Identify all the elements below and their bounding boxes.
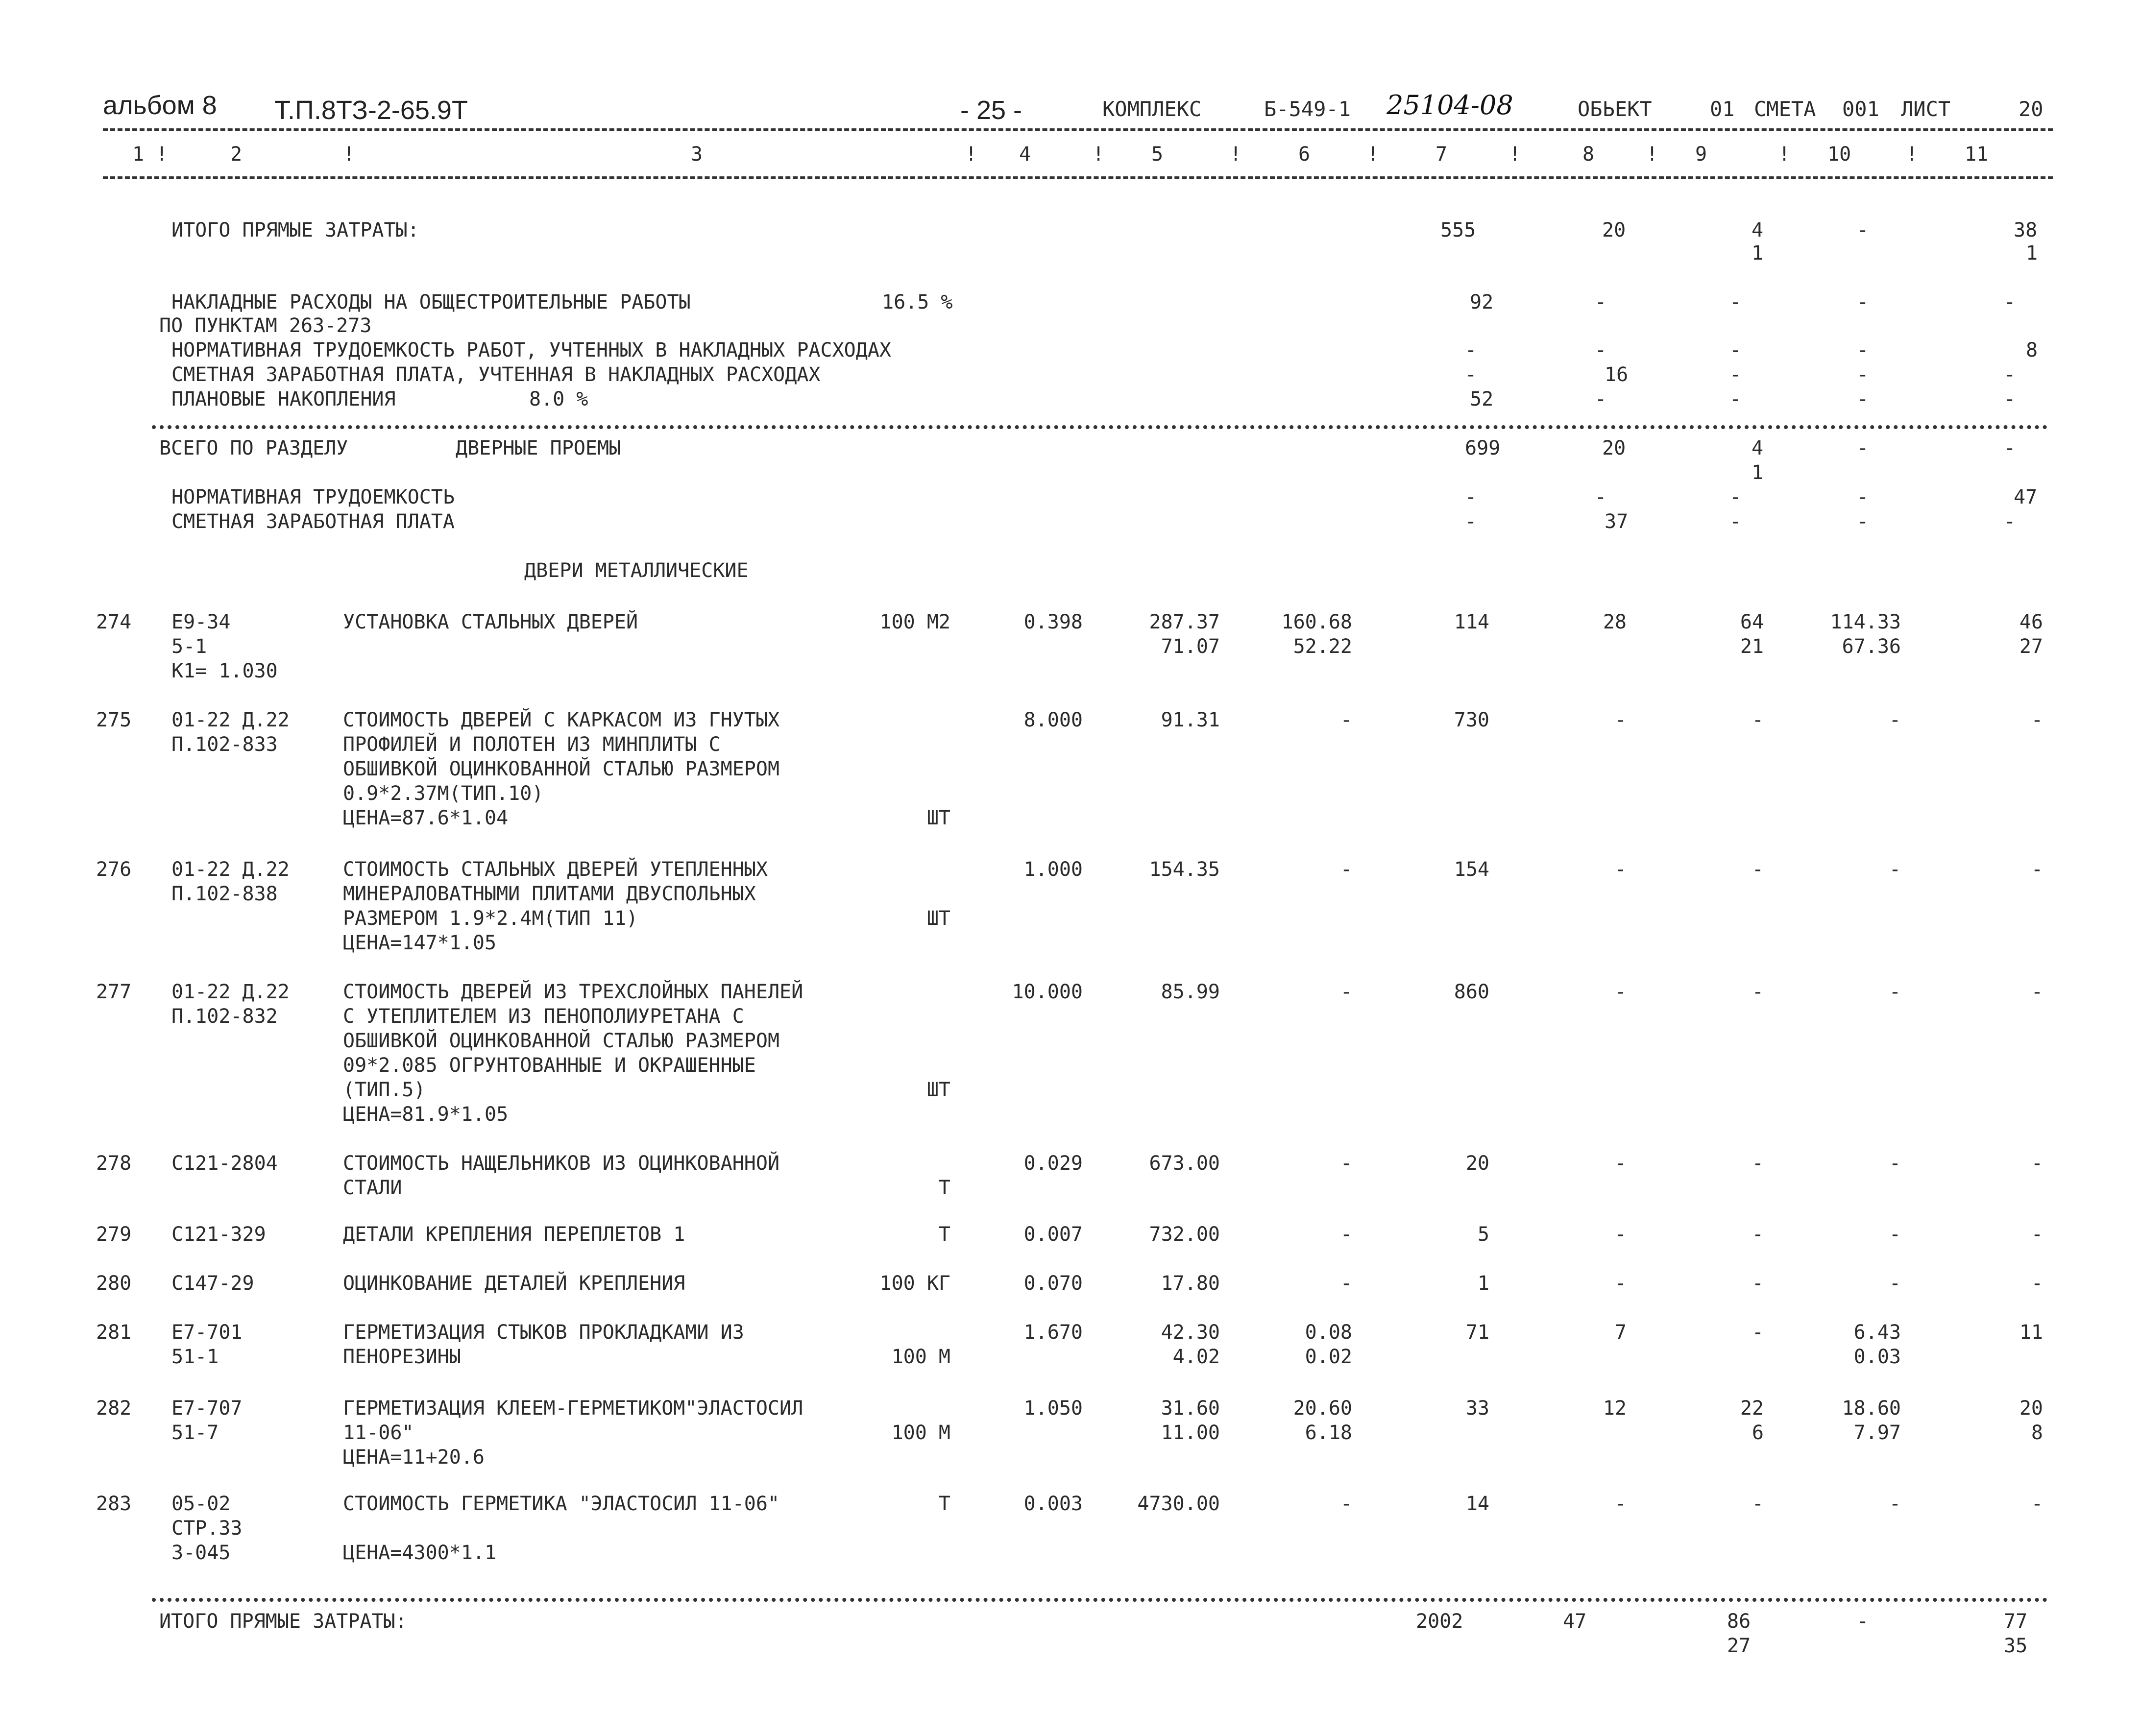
page-number: - 25 - xyxy=(960,96,1022,125)
dash-cell: - xyxy=(1857,363,1869,386)
planned-savings-c7: 52 xyxy=(1470,388,1494,410)
cell-c4: 1.670 xyxy=(1023,1321,1083,1344)
summary-c9b: 1 xyxy=(1752,242,1764,265)
col-num-1: 1 ! xyxy=(132,143,168,166)
cell-c11: - xyxy=(2031,1152,2043,1175)
dash-cell: - xyxy=(1857,437,1869,459)
album-label: альбом 8 xyxy=(103,91,217,120)
cell-c6: - xyxy=(1340,858,1352,881)
cell-c11: - xyxy=(2031,1272,2043,1295)
cell-c7: 154 xyxy=(1454,858,1489,881)
cell-c4: 10.000 xyxy=(1012,981,1083,1003)
object-number: 01 xyxy=(1710,97,1735,121)
cell-desc: УСТАНОВКА СТАЛЬНЫХ ДВЕРЕЙ xyxy=(343,611,638,633)
cell-code: Е7-707 51-7 xyxy=(171,1397,243,1444)
direct-costs-label: ИТОГО ПРЯМЫЕ ЗАТРАТЫ: xyxy=(171,219,419,241)
col-sep: ! xyxy=(1646,143,1658,166)
cell-c5: 732.00 xyxy=(1149,1223,1220,1246)
cell-c6: - xyxy=(1340,981,1352,1003)
cell-no: 277 xyxy=(96,981,132,1003)
cell-c5: 287.37 71.07 xyxy=(1149,611,1220,658)
bottom-total-c9a: 86 xyxy=(1727,1610,1751,1633)
cell-c6: - xyxy=(1340,709,1352,731)
summary-c8: 20 xyxy=(1602,219,1626,241)
cell-c11: - xyxy=(2031,1493,2043,1515)
labor-norm-label: НОРМАТИВНАЯ ТРУДОЕМКОСТЬ xyxy=(171,486,455,508)
cell-c7: 114 xyxy=(1454,611,1489,633)
col-num-10: 10 xyxy=(1827,143,1851,166)
dash-cell: - xyxy=(1595,388,1607,410)
cell-c8: - xyxy=(1614,1223,1627,1246)
cell-c8: - xyxy=(1614,981,1627,1003)
summary-c7: 555 xyxy=(1440,219,1476,241)
cell-c9: - xyxy=(1752,981,1764,1003)
cell-c5: 154.35 xyxy=(1149,858,1220,881)
dash-cell: - xyxy=(1465,339,1477,362)
section-total-c7: 699 xyxy=(1465,437,1501,459)
cell-c6: 160.68 52.22 xyxy=(1281,611,1352,658)
bottom-total-c9b: 27 xyxy=(1727,1635,1751,1657)
cell-c7: 20 xyxy=(1465,1152,1489,1175)
section-total-c9b: 1 xyxy=(1752,461,1764,484)
cell-c8: - xyxy=(1614,1152,1627,1175)
cell-c4: 0.007 xyxy=(1023,1223,1083,1246)
cell-c6: - xyxy=(1340,1493,1352,1515)
cell-c6: - xyxy=(1340,1152,1352,1175)
col-sep: ! xyxy=(1906,143,1918,166)
dotted-rule xyxy=(152,425,2048,429)
cell-no: 274 xyxy=(96,611,132,633)
labor-norm-c11: 47 xyxy=(2014,486,2038,508)
cell-c9: - xyxy=(1752,1493,1764,1515)
list-number: 20 xyxy=(2019,97,2044,121)
dash-cell: - xyxy=(1729,339,1742,362)
cell-c7: 860 xyxy=(1454,981,1489,1003)
cell-c5: 91.31 xyxy=(1161,709,1220,731)
cell-c4: 0.398 xyxy=(1023,611,1083,633)
section-total-c9a: 4 xyxy=(1752,437,1764,459)
cell-desc: СТОИМОСТЬ СТАЛЬНЫХ ДВЕРЕЙ УТЕПЛЕННЫХ МИНЕРАЛОВАТНЫМИ ПЛИТАМИ ДВУСПОЛЬНЫХ РАЗМЕРОМ 1.9*2.4М(ТИП 11) ЦЕНА=147*1.05 xyxy=(343,858,768,954)
cell-c4: 0.029 xyxy=(1023,1152,1083,1175)
cell-c7: 14 xyxy=(1465,1493,1489,1515)
dash-cell: - xyxy=(2004,291,2016,313)
col-num-9: 9 xyxy=(1695,143,1707,166)
summary-c9a: 4 xyxy=(1752,219,1764,241)
cell-c8: 7 xyxy=(1614,1321,1627,1344)
dash-cell: - xyxy=(1729,388,1742,410)
labor-norm-overhead-label: НОРМАТИВНАЯ ТРУДОЕМКОСТЬ РАБОТ, УЧТЕННЫХ В НАКЛАДНЫХ РАСХОДАХ xyxy=(171,339,892,362)
col-sep: ! xyxy=(1230,143,1242,166)
dash-cell: - xyxy=(1857,510,1869,533)
dash-cell: - xyxy=(1465,486,1477,508)
dash-cell: - xyxy=(1857,486,1869,508)
cell-c10: - xyxy=(1889,709,1901,731)
cell-c11: - xyxy=(2031,1223,2043,1246)
cell-c8: - xyxy=(1614,1493,1627,1515)
overhead-percent: 16.5 % xyxy=(882,291,953,313)
cell-c6: - xyxy=(1340,1272,1352,1295)
dash-cell: - xyxy=(1465,363,1477,386)
cell-c7: 71 xyxy=(1465,1321,1489,1344)
cell-c5: 17.80 xyxy=(1161,1272,1220,1295)
dotted-rule-bottom xyxy=(152,1598,2048,1602)
col-sep: ! xyxy=(965,143,977,166)
smeta-number: 001 xyxy=(1842,97,1879,121)
cell-c6: - xyxy=(1340,1223,1352,1246)
cell-unit: ШТ xyxy=(926,1079,950,1101)
dash-cell: - xyxy=(2004,437,2016,459)
cell-desc: СТОИМОСТЬ ГЕРМЕТИКА "ЭЛАСТОСИЛ 11-06" ЦЕНА=4300*1.1 xyxy=(343,1493,780,1564)
cell-c11: - xyxy=(2031,709,2043,731)
dash-cell: - xyxy=(1595,339,1607,362)
cell-c5: 31.60 11.00 xyxy=(1161,1397,1220,1444)
col-num-6: 6 xyxy=(1298,143,1311,166)
cell-code: Е9-34 5-1 К1= 1.030 xyxy=(171,611,278,682)
col-sep: ! xyxy=(1093,143,1105,166)
cell-c10: 18.60 7.97 xyxy=(1842,1397,1901,1444)
cell-code: С121-2804 xyxy=(171,1152,278,1175)
cell-unit: ШТ xyxy=(926,907,950,930)
cell-c9: - xyxy=(1752,1152,1764,1175)
object-label: ОБЬЕКТ xyxy=(1578,97,1652,121)
cell-desc: ОЦИНКОВАНИЕ ДЕТАЛЕЙ КРЕПЛЕНИЯ xyxy=(343,1272,685,1295)
col-num-4: 4 xyxy=(1019,143,1031,166)
cell-c7: 730 xyxy=(1454,709,1489,731)
cell-c9: - xyxy=(1752,1272,1764,1295)
col-sep: ! xyxy=(1367,143,1379,166)
bottom-total-c11b: 35 xyxy=(2004,1635,2028,1657)
cell-c9: 22 6 xyxy=(1740,1397,1764,1444)
dash-cell: - xyxy=(2004,388,2016,410)
cell-c10: - xyxy=(1889,1493,1901,1515)
dash-cell: - xyxy=(1857,388,1869,410)
cell-c10: - xyxy=(1889,1272,1901,1295)
cell-c8: - xyxy=(1614,709,1627,731)
dash-cell: - xyxy=(1729,510,1742,533)
cell-c6: 0.08 0.02 xyxy=(1305,1321,1352,1368)
cell-c5: 673.00 xyxy=(1149,1152,1220,1175)
cell-c5: 4730.00 xyxy=(1137,1493,1220,1515)
col-num-3: 3 xyxy=(691,143,703,166)
cell-code: С147-29 xyxy=(171,1272,254,1295)
handwritten-code: 25104-08 xyxy=(1387,90,1513,121)
wage-overhead-label: СМЕТНАЯ ЗАРАБОТНАЯ ПЛАТА, УЧТЕННАЯ В НАКЛАДНЫХ РАСХОДАХ xyxy=(171,363,821,386)
summary-c11a: 38 xyxy=(2014,219,2038,241)
smeta-label: СМЕТА xyxy=(1754,97,1816,121)
cell-code: 01-22 Д.22 П.102-833 xyxy=(171,709,290,756)
dash-cell: - xyxy=(2004,510,2016,533)
cell-c7: 5 xyxy=(1477,1223,1489,1246)
cell-c11: - xyxy=(2031,981,2043,1003)
planned-savings-label: ПЛАНОВЫЕ НАКОПЛЕНИЯ xyxy=(171,388,396,410)
col-sep: ! xyxy=(1778,143,1791,166)
cell-desc: ГЕРМЕТИЗАЦИЯ КЛЕЕМ-ГЕРМЕТИКОМ"ЭЛАСТОСИЛ 11-06" ЦЕНА=11+20.6 xyxy=(343,1397,803,1469)
cell-c11: - xyxy=(2031,858,2043,881)
cell-c6: 20.60 6.18 xyxy=(1293,1397,1352,1444)
cell-c4: 1.050 xyxy=(1023,1397,1083,1420)
cell-c9: - xyxy=(1752,709,1764,731)
cell-c5: 85.99 xyxy=(1161,981,1220,1003)
bottom-total-c7: 2002 xyxy=(1416,1610,1463,1633)
cell-code: 05-02 СТР.33 3-045 xyxy=(171,1493,243,1564)
cell-unit: ШТ xyxy=(926,807,950,829)
list-label: ЛИСТ xyxy=(1901,97,1951,121)
header-rule-bottom xyxy=(103,176,2053,179)
col-num-7: 7 xyxy=(1435,143,1448,166)
cell-unit: 100 М xyxy=(891,1422,950,1444)
overhead-c7: 92 xyxy=(1470,291,1494,313)
cell-c10: - xyxy=(1889,1152,1901,1175)
bottom-total-c10: - xyxy=(1857,1610,1869,1633)
cell-c8: 28 xyxy=(1603,611,1627,633)
cell-c9: - xyxy=(1752,1321,1764,1344)
cell-no: 276 xyxy=(96,858,132,881)
dash-cell: - xyxy=(1857,339,1869,362)
cell-c8: - xyxy=(1614,858,1627,881)
cell-unit: 100 М xyxy=(891,1346,950,1368)
cell-c9: - xyxy=(1752,1223,1764,1246)
cell-c10: - xyxy=(1889,858,1901,881)
cell-code: С121-329 xyxy=(171,1223,266,1246)
cell-c5: 42.30 4.02 xyxy=(1161,1321,1220,1368)
section-total-label: ВСЕГО ПО РАЗДЕЛУ xyxy=(159,437,348,459)
bottom-total-c11a: 77 xyxy=(2004,1610,2028,1633)
cell-code: Е7-701 51-1 xyxy=(171,1321,243,1368)
cell-c10: - xyxy=(1889,1223,1901,1246)
cell-c11: 20 8 xyxy=(2019,1397,2043,1444)
cell-unit: Т xyxy=(938,1493,950,1515)
complex-code: Б-549-1 xyxy=(1264,97,1351,121)
summary-c11b: 1 xyxy=(2026,242,2038,265)
cell-no: 282 xyxy=(96,1397,132,1420)
tp-code: Т.П.8ТЗ-2-65.9Т xyxy=(274,96,468,125)
dash-cell: - xyxy=(1595,291,1607,313)
cell-c7: 33 xyxy=(1465,1397,1489,1420)
section-name: ДВЕРНЫЕ ПРОЕМЫ xyxy=(456,437,621,459)
cell-no: 278 xyxy=(96,1152,132,1175)
cell-c11: 46 27 xyxy=(2019,611,2043,658)
bottom-total-c8: 47 xyxy=(1563,1610,1587,1633)
cell-code: 01-22 Д.22 П.102-832 xyxy=(171,981,290,1028)
cell-c11: 11 xyxy=(2019,1321,2043,1344)
cell-c8: 12 xyxy=(1603,1397,1627,1420)
subsection-title: ДВЕРИ МЕТАЛЛИЧЕСКИЕ xyxy=(524,559,749,582)
cell-c7: 1 xyxy=(1477,1272,1489,1295)
dash-cell: - xyxy=(1729,363,1742,386)
complex-label: КОМПЛЕКС xyxy=(1102,97,1202,121)
dash-cell: - xyxy=(1857,291,1869,313)
col-num-5: 5 xyxy=(1151,143,1164,166)
cell-c9: - xyxy=(1752,858,1764,881)
bottom-total-label: ИТОГО ПРЯМЫЕ ЗАТРАТЫ: xyxy=(159,1610,407,1633)
cell-c8: - xyxy=(1614,1272,1627,1295)
section-total-c8: 20 xyxy=(1602,437,1626,459)
overhead-label: НАКЛАДНЫЕ РАСХОДЫ НА ОБЩЕСТРОИТЕЛЬНЫЕ РАБОТЫ xyxy=(171,291,691,313)
cell-c10: 114.33 67.36 xyxy=(1830,611,1901,658)
dash-cell: - xyxy=(1729,486,1742,508)
dash-cell: - xyxy=(2004,363,2016,386)
planned-savings-percent: 8.0 % xyxy=(529,388,588,410)
header-rule-top xyxy=(103,128,2053,131)
summary-c10: - xyxy=(1857,219,1869,241)
col-num-8: 8 xyxy=(1582,143,1595,166)
cell-c4: 0.070 xyxy=(1023,1272,1083,1295)
col-num-11: 11 xyxy=(1965,143,1989,166)
cell-c10: - xyxy=(1889,981,1901,1003)
cell-code: 01-22 Д.22 П.102-838 xyxy=(171,858,290,905)
cell-c4: 1.000 xyxy=(1023,858,1083,881)
wage-overhead-c8: 16 xyxy=(1605,363,1629,386)
cell-desc: СТОИМОСТЬ ДВЕРЕЙ С КАРКАСОМ ИЗ ГНУТЫХ ПРОФИЛЕЙ И ПОЛОТЕН ИЗ МИНПЛИТЫ С ОБШИВКОЙ ОЦИНКОВАННОЙ СТАЛЬЮ РАЗМЕРОМ 0.9*2.37М(ТИП.10) ЦЕНА=87.6*1.04 xyxy=(343,709,780,829)
cell-desc: СТОИМОСТЬ ДВЕРЕЙ ИЗ ТРЕХСЛОЙНЫХ ПАНЕЛЕЙ С УТЕПЛИТЕЛЕМ ИЗ ПЕНОПОЛИУРЕТАНА С ОБШИВКОЙ ОЦИНКОВАННОЙ СТАЛЬЮ РАЗМЕРОМ 09*2.085 ОГРУНТОВАННЫЕ И ОКРАШЕННЫЕ (ТИП.5) ЦЕНА=81.9*1.05 xyxy=(343,981,803,1126)
dash-cell: - xyxy=(1729,291,1742,313)
cell-no: 281 xyxy=(96,1321,132,1344)
cell-c4: 8.000 xyxy=(1023,709,1083,731)
col-sep: ! xyxy=(343,143,355,166)
cell-c9: 64 21 xyxy=(1740,611,1764,658)
cell-unit: 100 М2 xyxy=(879,611,950,633)
cell-no: 283 xyxy=(96,1493,132,1515)
cell-unit: Т xyxy=(938,1177,950,1199)
col-sep: ! xyxy=(1509,143,1521,166)
cell-unit: 100 КГ xyxy=(879,1272,950,1295)
cell-no: 275 xyxy=(96,709,132,731)
cell-c4: 0.003 xyxy=(1023,1493,1083,1515)
cell-c10: 6.43 0.03 xyxy=(1853,1321,1901,1368)
dash-cell: - xyxy=(1465,510,1477,533)
cell-no: 279 xyxy=(96,1223,132,1246)
cell-desc: ДЕТАЛИ КРЕПЛЕНИЯ ПЕРЕПЛЕТОВ 1 xyxy=(343,1223,685,1246)
cell-unit: Т xyxy=(938,1223,950,1246)
cell-no: 280 xyxy=(96,1272,132,1295)
col-num-2: 2 xyxy=(230,143,243,166)
overhead-items: ПО ПУНКТАМ 263-273 xyxy=(159,314,372,337)
dash-cell: - xyxy=(1595,486,1607,508)
labor-norm-overhead-c11: 8 xyxy=(2026,339,2038,362)
cell-desc: ГЕРМЕТИЗАЦИЯ СТЫКОВ ПРОКЛАДКАМИ ИЗ ПЕНОРЕЗИНЫ xyxy=(343,1321,744,1368)
wage-label: СМЕТНАЯ ЗАРАБОТНАЯ ПЛАТА xyxy=(171,510,455,533)
cell-desc: СТОИМОСТЬ НАЩЕЛЬНИКОВ ИЗ ОЦИНКОВАННОЙ СТАЛИ xyxy=(343,1152,780,1199)
wage-c8: 37 xyxy=(1605,510,1629,533)
